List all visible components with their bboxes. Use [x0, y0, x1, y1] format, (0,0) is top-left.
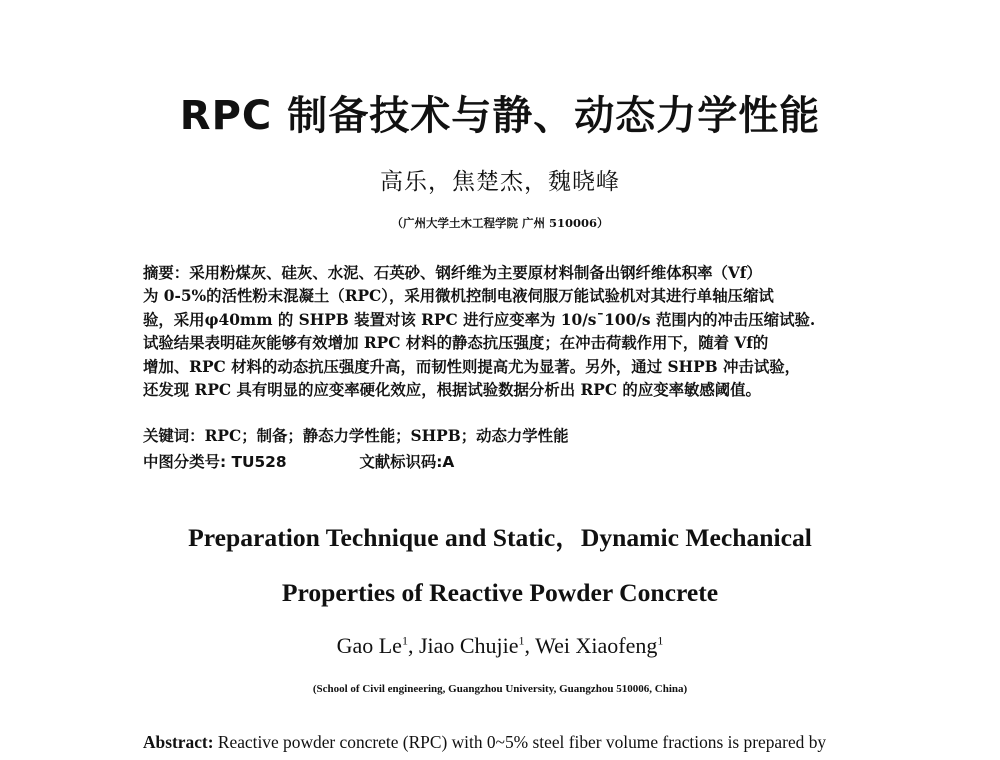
chinese-authors: 高乐，焦楚杰，魏晓峰	[380, 169, 620, 195]
author-2-affiliation-mark: 1	[518, 633, 525, 648]
chinese-title: RPC 制备技术与静、动态力学性能	[179, 93, 821, 139]
clc-value: TU528	[231, 453, 287, 471]
chinese-abstract-line-5: 增加、RPC 材料的动态抗压强度升高，而韧性则提高尤为显著。另外，通过 SHPB 冲击试验，	[143, 357, 800, 376]
document-code-label: 文献标识码:	[359, 453, 443, 471]
clc-label: 中图分类号:	[143, 453, 227, 471]
english-authors: Gao Le$^1$, Jiao Chujie$^1$, Wei Xiaofeng$^1$	[336, 633, 664, 658]
chinese-keywords-text: RPC；制备；静态力学性能；SHPB；动态力学性能	[204, 427, 569, 445]
english-affiliation: (School of Civil engineering, Guangzhou University, Guangzhou 510006, China)	[312, 683, 688, 695]
chinese-abstract-line-1	[143, 262, 861, 285]
chinese-abstract-line-3: 验，采用φ40mm 的 SHPB 装置对该 RPC 进行应变率为 10/s¯100/s 范围内的冲击压缩试验.	[143, 310, 816, 329]
document-code-value: A	[442, 453, 455, 471]
chinese-keywords-label: 关键词：	[143, 427, 205, 445]
english-abstract-label: Abstract:	[143, 732, 214, 752]
english-abstract	[143, 732, 873, 753]
chinese-abstract-line-2: 为 0-5%的活性粉末混凝土（RPC），采用微机控制电液伺服万能试验机对其进行单轴压缩试	[143, 287, 774, 306]
chinese-abstract-text: 采用粉煤灰、硅灰、水泥、石英砂、钢纤维为主要原材料制备出钢纤维体积率（Vf）	[189, 264, 762, 282]
english-title	[0, 510, 1000, 620]
author-2: Jiao Chujie	[418, 633, 519, 658]
chinese-affiliation: （广州大学土木工程学院 广州 510006）	[391, 216, 609, 230]
english-title-line-1: Preparation Technique and Static，Dynamic Mechanical	[188, 523, 812, 552]
chinese-keywords	[143, 424, 568, 446]
chinese-abstract-line-6: 还发现 RPC 具有明显的应变率硬化效应，根据试验数据分析出 RPC 的应变率敏感阈值。	[143, 381, 761, 400]
english-title-line-2: Properties of Reactive Powder Concrete	[281, 578, 719, 607]
chinese-abstract-label: 摘要：	[143, 264, 190, 282]
author-1-affiliation-mark: 1	[401, 633, 408, 648]
classification-line	[143, 450, 454, 472]
author-3-affiliation-mark: 1	[657, 633, 664, 648]
chinese-abstract-line-4: 试验结果表明硅灰能够有效增加 RPC 材料的静态抗压强度；在冲击荷载作用下，随着 Vf的	[143, 334, 769, 353]
author-1: Gao Le	[336, 633, 402, 658]
author-3: Wei Xiaofeng	[535, 633, 658, 658]
chinese-abstract	[143, 262, 861, 402]
english-abstract-text: Reactive powder concrete (RPC) with 0~5% steel fiber volume fractions is prepared by	[217, 732, 827, 752]
